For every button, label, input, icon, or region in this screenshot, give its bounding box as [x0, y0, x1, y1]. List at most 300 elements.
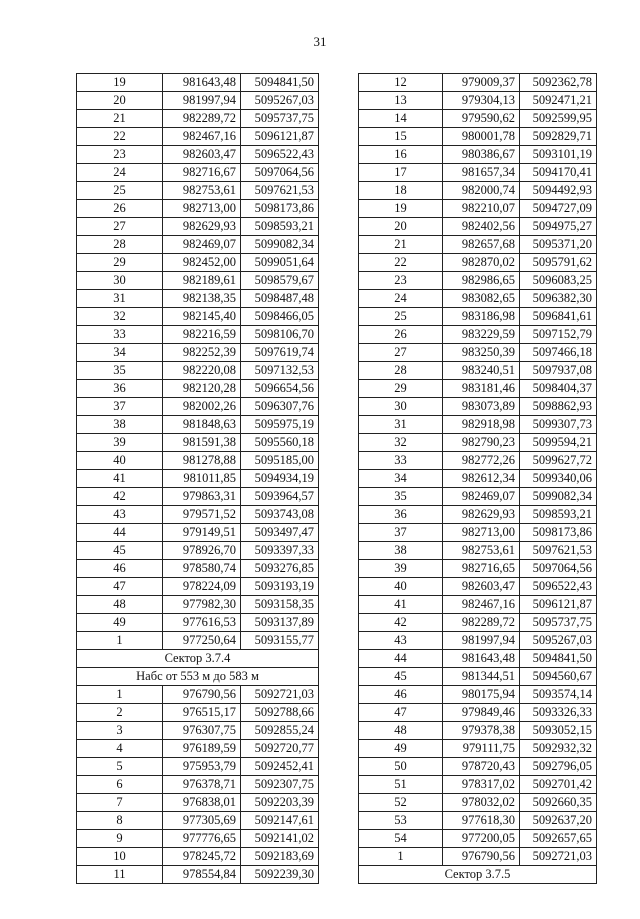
y-coordinate: 5095975,19 [241, 416, 319, 434]
table-row [359, 416, 597, 434]
point-number: 34 [77, 344, 163, 362]
x-coordinate: 982603,47 [163, 146, 241, 164]
table-row [359, 488, 597, 506]
y-coordinate: 5099340,06 [520, 470, 597, 488]
y-coordinate: 5093964,57 [241, 488, 319, 506]
x-coordinate: 982210,07 [443, 200, 520, 218]
x-coordinate: 981643,48 [443, 650, 520, 668]
x-coordinate: 982612,34 [443, 470, 520, 488]
table-row [359, 776, 597, 794]
y-coordinate: 5093326,33 [520, 704, 597, 722]
x-coordinate: 976307,75 [163, 722, 241, 740]
y-coordinate: 5093155,77 [241, 632, 319, 650]
section-row [77, 650, 319, 668]
x-coordinate: 982145,40 [163, 308, 241, 326]
x-coordinate: 981997,94 [163, 92, 241, 110]
y-coordinate: 5092141,02 [241, 830, 319, 848]
x-coordinate: 979571,52 [163, 506, 241, 524]
point-number: 45 [359, 668, 443, 686]
y-coordinate: 5092362,78 [520, 74, 597, 92]
x-coordinate: 982402,56 [443, 218, 520, 236]
point-number: 42 [77, 488, 163, 506]
table-row [77, 794, 319, 812]
y-coordinate: 5096382,30 [520, 290, 597, 308]
table-row [77, 164, 319, 182]
y-coordinate: 5098593,21 [241, 218, 319, 236]
table-row [77, 254, 319, 272]
y-coordinate: 5092796,05 [520, 758, 597, 776]
x-coordinate: 982986,65 [443, 272, 520, 290]
y-coordinate: 5094170,41 [520, 164, 597, 182]
point-number: 1 [359, 848, 443, 866]
x-coordinate: 977200,05 [443, 830, 520, 848]
y-coordinate: 5098487,48 [241, 290, 319, 308]
point-number: 47 [77, 578, 163, 596]
y-coordinate: 5098593,21 [520, 506, 597, 524]
x-coordinate: 982120,28 [163, 380, 241, 398]
y-coordinate: 5098106,70 [241, 326, 319, 344]
table-row [77, 200, 319, 218]
point-number: 36 [77, 380, 163, 398]
table-row [77, 848, 319, 866]
x-coordinate: 982469,07 [163, 236, 241, 254]
point-number: 21 [359, 236, 443, 254]
x-coordinate: 982629,93 [443, 506, 520, 524]
x-coordinate: 983181,46 [443, 380, 520, 398]
y-coordinate: 5092147,61 [241, 812, 319, 830]
y-coordinate: 5096654,56 [241, 380, 319, 398]
point-number: 23 [77, 146, 163, 164]
x-coordinate: 978580,74 [163, 560, 241, 578]
x-coordinate: 982629,93 [163, 218, 241, 236]
table-row [359, 272, 597, 290]
y-coordinate: 5093137,89 [241, 614, 319, 632]
x-coordinate: 979009,37 [443, 74, 520, 92]
table-row [359, 380, 597, 398]
point-number: 18 [359, 182, 443, 200]
y-coordinate: 5099594,21 [520, 434, 597, 452]
table-row [359, 578, 597, 596]
x-coordinate: 980001,78 [443, 128, 520, 146]
table-row [359, 830, 597, 848]
table-row [77, 470, 319, 488]
table-row [77, 236, 319, 254]
x-coordinate: 981643,48 [163, 74, 241, 92]
x-coordinate: 977250,64 [163, 632, 241, 650]
table-row [77, 146, 319, 164]
page-number: 31 [313, 34, 327, 49]
y-coordinate: 5092932,32 [520, 740, 597, 758]
table-row [359, 308, 597, 326]
y-coordinate: 5094841,50 [241, 74, 319, 92]
y-coordinate: 5093193,19 [241, 578, 319, 596]
x-coordinate: 980175,94 [443, 686, 520, 704]
table-row [77, 542, 319, 560]
x-coordinate: 983250,39 [443, 344, 520, 362]
y-coordinate: 5092720,77 [241, 740, 319, 758]
y-coordinate: 5092855,24 [241, 722, 319, 740]
y-coordinate: 5092701,42 [520, 776, 597, 794]
y-coordinate: 5097466,18 [520, 344, 597, 362]
table-row [77, 380, 319, 398]
point-number: 39 [359, 560, 443, 578]
point-number: 45 [77, 542, 163, 560]
table-row [359, 470, 597, 488]
y-coordinate: 5093052,15 [520, 722, 597, 740]
x-coordinate: 982002,26 [163, 398, 241, 416]
table-row [77, 308, 319, 326]
section-title: Сектор 3.7.5 [359, 866, 597, 884]
x-coordinate: 978317,02 [443, 776, 520, 794]
point-number: 33 [77, 326, 163, 344]
x-coordinate: 982753,61 [443, 542, 520, 560]
y-coordinate: 5094975,27 [520, 218, 597, 236]
point-number: 20 [77, 92, 163, 110]
x-coordinate: 979304,13 [443, 92, 520, 110]
table-row [359, 164, 597, 182]
x-coordinate: 982918,98 [443, 416, 520, 434]
table-row [77, 218, 319, 236]
table-row [359, 254, 597, 272]
y-coordinate: 5092307,75 [241, 776, 319, 794]
table-row [77, 632, 319, 650]
point-number: 19 [359, 200, 443, 218]
y-coordinate: 5093574,14 [520, 686, 597, 704]
table-row [77, 182, 319, 200]
x-coordinate: 976790,56 [443, 848, 520, 866]
point-number: 41 [359, 596, 443, 614]
table-row [359, 614, 597, 632]
y-coordinate: 5099082,34 [241, 236, 319, 254]
y-coordinate: 5092452,41 [241, 758, 319, 776]
point-number: 46 [77, 560, 163, 578]
y-coordinate: 5092657,65 [520, 830, 597, 848]
y-coordinate: 5093158,35 [241, 596, 319, 614]
y-coordinate: 5094727,09 [520, 200, 597, 218]
point-number: 51 [359, 776, 443, 794]
y-coordinate: 5096522,43 [241, 146, 319, 164]
point-number: 41 [77, 470, 163, 488]
x-coordinate: 982772,26 [443, 452, 520, 470]
y-coordinate: 5098404,37 [520, 380, 597, 398]
point-number: 20 [359, 218, 443, 236]
point-number: 35 [359, 488, 443, 506]
x-coordinate: 981011,85 [163, 470, 241, 488]
x-coordinate: 979863,31 [163, 488, 241, 506]
x-coordinate: 982713,00 [163, 200, 241, 218]
point-number: 8 [77, 812, 163, 830]
point-number: 31 [77, 290, 163, 308]
y-coordinate: 5095560,18 [241, 434, 319, 452]
point-number: 47 [359, 704, 443, 722]
x-coordinate: 976790,56 [163, 686, 241, 704]
x-coordinate: 976189,59 [163, 740, 241, 758]
point-number: 54 [359, 830, 443, 848]
y-coordinate: 5093497,47 [241, 524, 319, 542]
x-coordinate: 978245,72 [163, 848, 241, 866]
table-row [77, 416, 319, 434]
point-number: 1 [77, 686, 163, 704]
x-coordinate: 981278,88 [163, 452, 241, 470]
point-number: 19 [77, 74, 163, 92]
x-coordinate: 979590,62 [443, 110, 520, 128]
point-number: 28 [77, 236, 163, 254]
table-row [359, 650, 597, 668]
table-row [359, 758, 597, 776]
table-row [77, 776, 319, 794]
point-number: 11 [77, 866, 163, 884]
table-row [77, 830, 319, 848]
table-row [359, 290, 597, 308]
table-row [359, 344, 597, 362]
point-number: 43 [77, 506, 163, 524]
y-coordinate: 5093743,08 [241, 506, 319, 524]
point-number: 14 [359, 110, 443, 128]
table-row [77, 686, 319, 704]
y-coordinate: 5095185,00 [241, 452, 319, 470]
y-coordinate: 5099307,73 [520, 416, 597, 434]
point-number: 17 [359, 164, 443, 182]
point-number: 40 [77, 452, 163, 470]
y-coordinate: 5096307,76 [241, 398, 319, 416]
point-number: 1 [77, 632, 163, 650]
section-title: Набс от 553 м до 583 м [77, 668, 319, 686]
y-coordinate: 5092239,30 [241, 866, 319, 884]
table-row [77, 866, 319, 884]
x-coordinate: 983073,89 [443, 398, 520, 416]
y-coordinate: 5097132,53 [241, 362, 319, 380]
x-coordinate: 979849,46 [443, 704, 520, 722]
x-coordinate: 982870,02 [443, 254, 520, 272]
point-number: 24 [359, 290, 443, 308]
y-coordinate: 5098579,67 [241, 272, 319, 290]
table-row [359, 110, 597, 128]
table-row [359, 128, 597, 146]
y-coordinate: 5097619,74 [241, 344, 319, 362]
y-coordinate: 5097064,56 [520, 560, 597, 578]
y-coordinate: 5096121,87 [241, 128, 319, 146]
table-row [359, 524, 597, 542]
table-row [359, 398, 597, 416]
table-row [77, 506, 319, 524]
point-number: 32 [359, 434, 443, 452]
point-number: 53 [359, 812, 443, 830]
y-coordinate: 5094934,19 [241, 470, 319, 488]
y-coordinate: 5099627,72 [520, 452, 597, 470]
point-number: 2 [77, 704, 163, 722]
table-row [77, 398, 319, 416]
point-number: 28 [359, 362, 443, 380]
x-coordinate: 982000,74 [443, 182, 520, 200]
x-coordinate: 979149,51 [163, 524, 241, 542]
point-number: 46 [359, 686, 443, 704]
y-coordinate: 5095371,20 [520, 236, 597, 254]
x-coordinate: 982713,00 [443, 524, 520, 542]
y-coordinate: 5092829,71 [520, 128, 597, 146]
x-coordinate: 982220,08 [163, 362, 241, 380]
y-coordinate: 5092183,69 [241, 848, 319, 866]
x-coordinate: 978224,09 [163, 578, 241, 596]
y-coordinate: 5095267,03 [520, 632, 597, 650]
x-coordinate: 982657,68 [443, 236, 520, 254]
x-coordinate: 982753,61 [163, 182, 241, 200]
table-row [77, 272, 319, 290]
table-row [359, 200, 597, 218]
x-coordinate: 976838,01 [163, 794, 241, 812]
table-row [77, 614, 319, 632]
x-coordinate: 982289,72 [443, 614, 520, 632]
x-coordinate: 978032,02 [443, 794, 520, 812]
table-row [77, 362, 319, 380]
table-row [359, 686, 597, 704]
table-row [77, 488, 319, 506]
point-number: 32 [77, 308, 163, 326]
x-coordinate: 982467,16 [443, 596, 520, 614]
x-coordinate: 982252,39 [163, 344, 241, 362]
point-number: 10 [77, 848, 163, 866]
y-coordinate: 5092203,39 [241, 794, 319, 812]
x-coordinate: 982216,59 [163, 326, 241, 344]
point-number: 16 [359, 146, 443, 164]
point-number: 39 [77, 434, 163, 452]
table-row [77, 524, 319, 542]
y-coordinate: 5093101,19 [520, 146, 597, 164]
table-row [359, 74, 597, 92]
x-coordinate: 982189,61 [163, 272, 241, 290]
y-coordinate: 5093397,33 [241, 542, 319, 560]
table-row [359, 596, 597, 614]
point-number: 49 [359, 740, 443, 758]
table-row [77, 560, 319, 578]
table-row [359, 506, 597, 524]
x-coordinate: 982289,72 [163, 110, 241, 128]
point-number: 33 [359, 452, 443, 470]
y-coordinate: 5095791,62 [520, 254, 597, 272]
table-row [359, 236, 597, 254]
coordinates-table-left [76, 73, 319, 884]
table-row [359, 326, 597, 344]
x-coordinate: 978720,43 [443, 758, 520, 776]
table-row [359, 362, 597, 380]
y-coordinate: 5096121,87 [520, 596, 597, 614]
table-row [359, 632, 597, 650]
table-row [359, 560, 597, 578]
x-coordinate: 978554,84 [163, 866, 241, 884]
y-coordinate: 5098862,93 [520, 398, 597, 416]
x-coordinate: 980386,67 [443, 146, 520, 164]
table-row [77, 92, 319, 110]
x-coordinate: 983229,59 [443, 326, 520, 344]
point-number: 9 [77, 830, 163, 848]
point-number: 31 [359, 416, 443, 434]
y-coordinate: 5094841,50 [520, 650, 597, 668]
point-number: 4 [77, 740, 163, 758]
x-coordinate: 982790,23 [443, 434, 520, 452]
table-row [359, 182, 597, 200]
table-row [77, 290, 319, 308]
point-number: 12 [359, 74, 443, 92]
x-coordinate: 983082,65 [443, 290, 520, 308]
point-number: 13 [359, 92, 443, 110]
point-number: 21 [77, 110, 163, 128]
table-row [77, 344, 319, 362]
point-number: 38 [77, 416, 163, 434]
point-number: 35 [77, 362, 163, 380]
x-coordinate: 981997,94 [443, 632, 520, 650]
table-row [77, 812, 319, 830]
point-number: 43 [359, 632, 443, 650]
table-row [77, 758, 319, 776]
point-number: 23 [359, 272, 443, 290]
x-coordinate: 976378,71 [163, 776, 241, 794]
x-coordinate: 982603,47 [443, 578, 520, 596]
x-coordinate: 982452,00 [163, 254, 241, 272]
y-coordinate: 5097621,53 [520, 542, 597, 560]
point-number: 29 [359, 380, 443, 398]
x-coordinate: 981848,63 [163, 416, 241, 434]
table-row [359, 812, 597, 830]
point-number: 26 [359, 326, 443, 344]
y-coordinate: 5097064,56 [241, 164, 319, 182]
y-coordinate: 5095737,75 [520, 614, 597, 632]
x-coordinate: 982716,65 [443, 560, 520, 578]
point-number: 40 [359, 578, 443, 596]
x-coordinate: 977305,69 [163, 812, 241, 830]
point-number: 27 [77, 218, 163, 236]
x-coordinate: 982469,07 [443, 488, 520, 506]
y-coordinate: 5096841,61 [520, 308, 597, 326]
table-row [77, 596, 319, 614]
table-row [359, 794, 597, 812]
table-row [359, 92, 597, 110]
y-coordinate: 5092721,03 [241, 686, 319, 704]
point-number: 25 [359, 308, 443, 326]
point-number: 22 [77, 128, 163, 146]
point-number: 52 [359, 794, 443, 812]
x-coordinate: 982138,35 [163, 290, 241, 308]
point-number: 27 [359, 344, 443, 362]
point-number: 49 [77, 614, 163, 632]
point-number: 5 [77, 758, 163, 776]
x-coordinate: 975953,79 [163, 758, 241, 776]
table-row [359, 848, 597, 866]
point-number: 30 [77, 272, 163, 290]
x-coordinate: 977982,30 [163, 596, 241, 614]
point-number: 48 [359, 722, 443, 740]
point-number: 3 [77, 722, 163, 740]
x-coordinate: 979378,38 [443, 722, 520, 740]
y-coordinate: 5099051,64 [241, 254, 319, 272]
table-row [359, 146, 597, 164]
section-title: Сектор 3.7.4 [77, 650, 319, 668]
x-coordinate: 977618,30 [443, 812, 520, 830]
point-number: 37 [77, 398, 163, 416]
y-coordinate: 5092599,95 [520, 110, 597, 128]
x-coordinate: 982467,16 [163, 128, 241, 146]
table-row [359, 722, 597, 740]
y-coordinate: 5092721,03 [520, 848, 597, 866]
point-number: 36 [359, 506, 443, 524]
table-row [77, 578, 319, 596]
point-number: 44 [77, 524, 163, 542]
point-number: 38 [359, 542, 443, 560]
point-number: 37 [359, 524, 443, 542]
table-row [359, 434, 597, 452]
table-row [77, 110, 319, 128]
x-coordinate: 981591,38 [163, 434, 241, 452]
table-row [77, 740, 319, 758]
x-coordinate: 977776,65 [163, 830, 241, 848]
